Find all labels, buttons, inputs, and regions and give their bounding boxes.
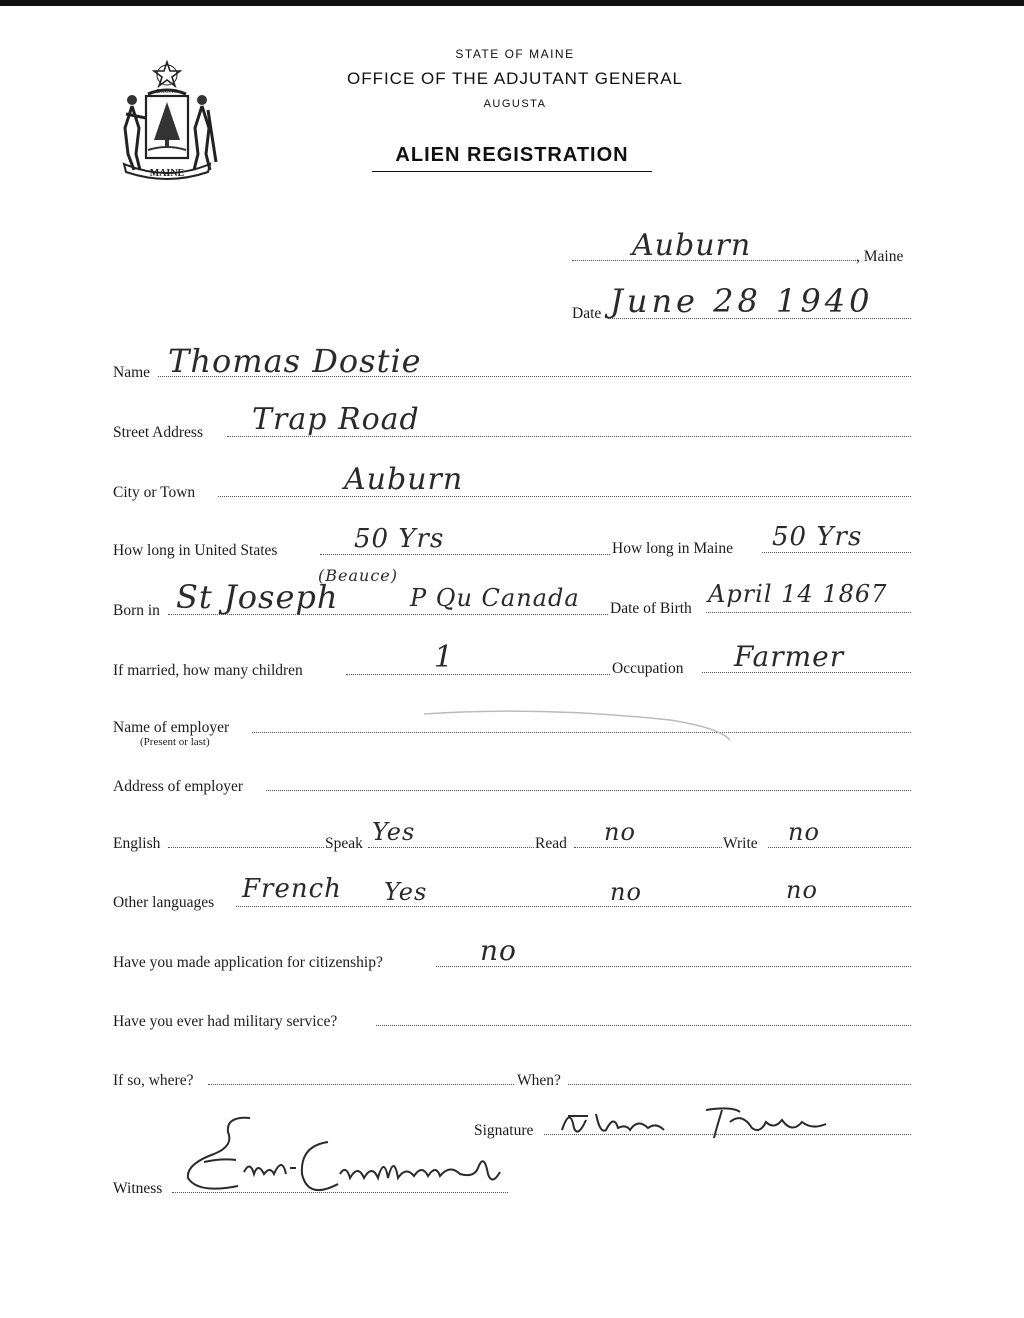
us-duration-line: [320, 554, 610, 555]
english-read-line: [574, 847, 722, 848]
dob-line: [706, 612, 911, 613]
city-line: [218, 496, 911, 497]
name-label: Name: [113, 364, 151, 381]
occupation-value: Farmer: [734, 640, 845, 673]
born-label: Born in: [113, 602, 160, 619]
place-value: Auburn: [632, 228, 752, 263]
place-label: , Maine: [856, 248, 904, 265]
maine-duration-line: [762, 552, 911, 553]
other-language-read: no: [610, 878, 642, 906]
occupation-label: Occupation: [612, 660, 684, 677]
signature-label: Signature: [474, 1122, 534, 1139]
english-read-label: Read: [535, 835, 567, 852]
signature-value: [556, 1100, 846, 1146]
seal-motto-text: DIRIGO: [156, 89, 178, 95]
born-value: St Joseph: [176, 578, 339, 616]
when-line: [568, 1084, 911, 1085]
dob-value: April 14 1867: [708, 580, 888, 608]
maine-duration-value: 50 Yrs: [772, 522, 863, 552]
name-value: Thomas Dostie: [168, 342, 422, 380]
header-city: AUGUSTA: [483, 98, 547, 110]
header-state: STATE OF MAINE: [455, 47, 575, 61]
other-languages-label: Other languages: [113, 894, 215, 911]
citizenship-label: Have you made application for citizenship?: [113, 954, 383, 971]
children-label: If married, how many children: [113, 662, 303, 679]
us-duration-value: 50 Yrs: [354, 524, 445, 554]
other-language-speak: Yes: [384, 878, 428, 906]
us-duration-label: How long in United States: [113, 542, 278, 559]
english-write-label: Write: [723, 835, 758, 852]
date-label: Date: [572, 305, 602, 322]
english-line: [168, 847, 324, 848]
dob-label: Date of Birth: [610, 600, 692, 617]
other-languages-line: [236, 906, 911, 907]
other-language-write: no: [786, 876, 818, 904]
children-value: 1: [434, 640, 455, 675]
children-line: [346, 674, 610, 675]
employer-address-line: [266, 790, 911, 791]
date-value: June 28 1940: [610, 282, 874, 320]
born-note: (Beauce): [318, 566, 398, 585]
employer-strike-mark: [420, 706, 740, 746]
employer-sublabel: (Present or last): [140, 736, 210, 748]
employer-address-label: Address of employer: [113, 778, 243, 795]
where-label: If so, where?: [113, 1072, 194, 1089]
seal-banner-text: MAINE: [149, 168, 185, 179]
born-extra: P Qu Canada: [410, 584, 580, 612]
header-office: OFFICE OF THE ADJUTANT GENERAL: [346, 69, 684, 88]
english-read-value: no: [604, 818, 636, 846]
witness-label: Witness: [113, 1180, 163, 1197]
english-speak-label: Speak: [325, 835, 363, 852]
citizenship-value: no: [480, 934, 517, 967]
street-label: Street Address: [113, 424, 203, 441]
street-value: Trap Road: [252, 402, 420, 437]
form-title: ALIEN REGISTRATION: [372, 144, 652, 172]
military-label: Have you ever had military service?: [113, 1013, 338, 1030]
employer-label: Name of employer: [113, 719, 230, 736]
state-seal-emblem: [112, 58, 222, 186]
witness-signature: [178, 1112, 518, 1212]
english-speak-value: Yes: [372, 818, 416, 846]
other-language-name: French: [242, 874, 342, 904]
english-write-value: no: [788, 818, 820, 846]
city-label: City or Town: [113, 484, 196, 501]
military-line: [376, 1025, 911, 1026]
english-write-line: [768, 847, 911, 848]
english-label: English: [113, 835, 161, 852]
maine-duration-label: How long in Maine: [612, 540, 733, 557]
where-line: [208, 1084, 514, 1085]
english-speak-line: [368, 847, 534, 848]
scan-top-border: [0, 0, 1024, 6]
when-label: When?: [517, 1072, 561, 1089]
city-value: Auburn: [344, 462, 464, 497]
